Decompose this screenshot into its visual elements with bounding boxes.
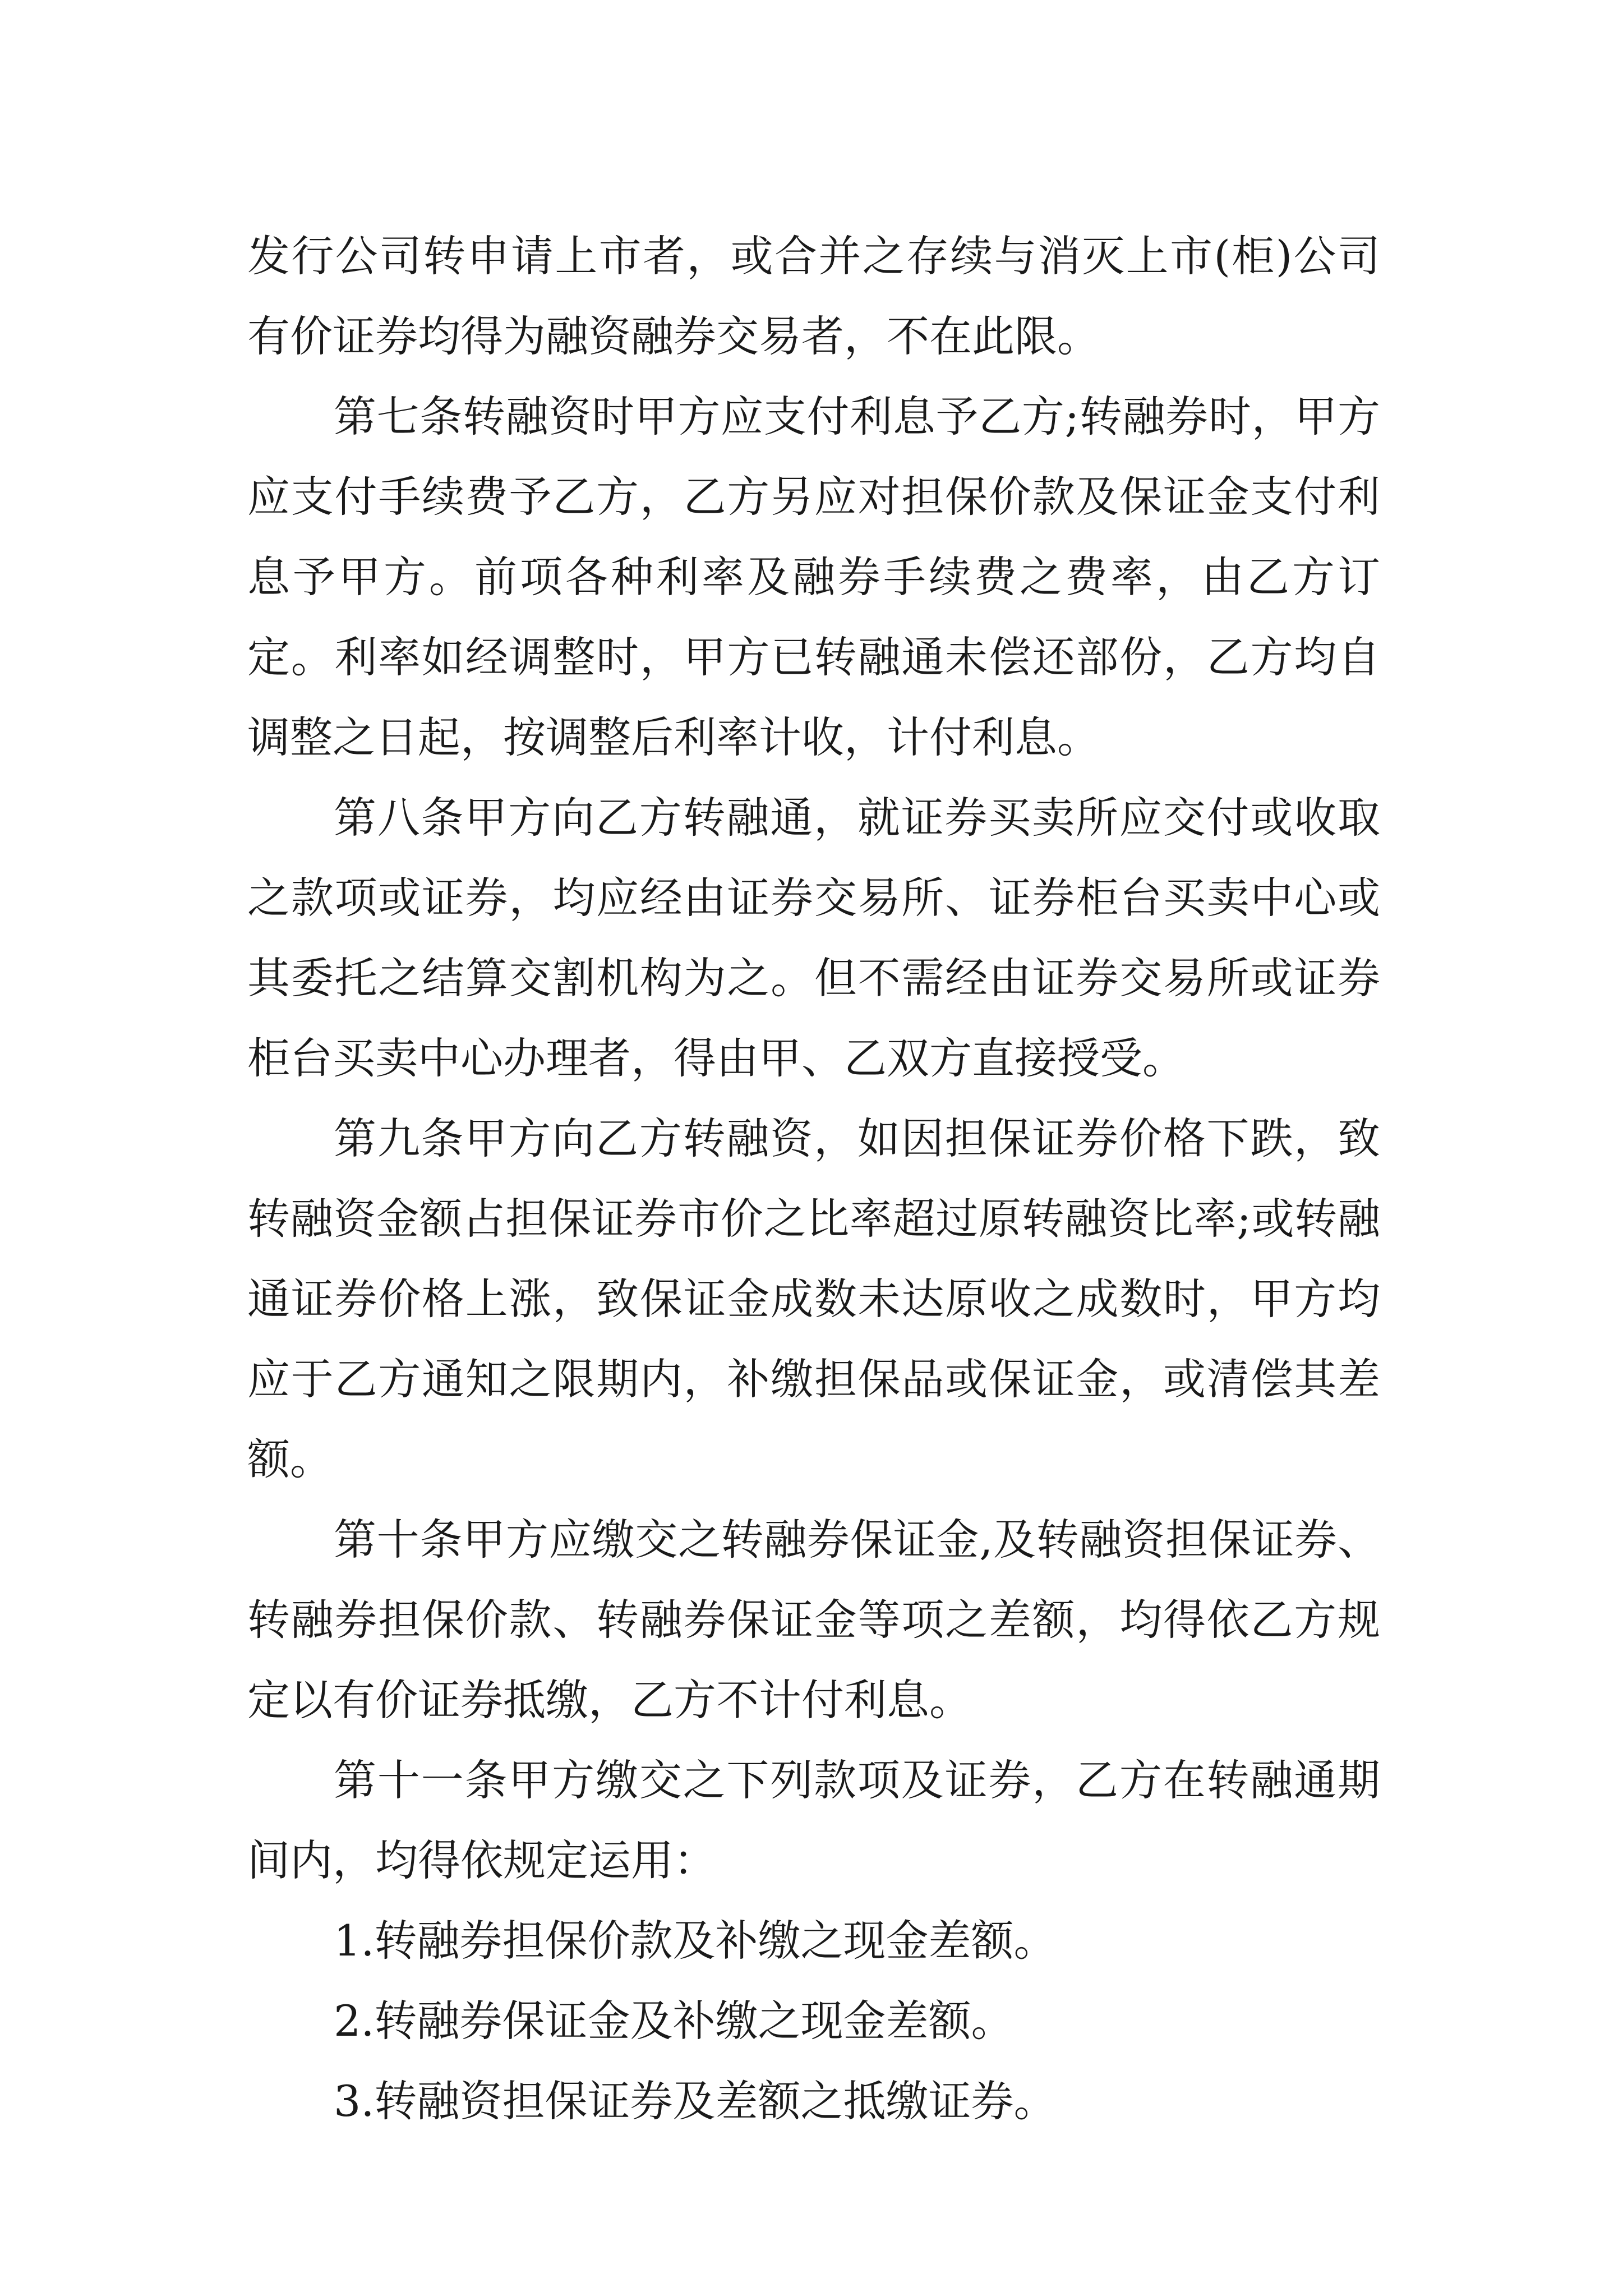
list-item: 2.转融券保证金及补缴之现金差额。 [334,1996,1014,2046]
paragraph-continuation: 发行公司转申请上市者，或合并之存续与消灭上市(柜)公司有价证券均得为融资融券交易者，不在此限。 [247,231,1380,361]
paragraph-article-9: 第九条甲方向乙方转融资，如因担保证券价格下跌，致转融资金额占担保证券市价之比率超过原转融资比率;或转融通证券价格上涨，致保证金成数未达原收之成数时，甲方均应于乙方通知之限期内，补缴担保品或保证金，或清偿其差额。 [247,1114,1380,1484]
paragraph-article-7: 第七条转融资时甲方应支付利息予乙方;转融券时，甲方应支付手续费予乙方，乙方另应对担保价款及保证金支付利息予甲方。前项各种利率及融券手续费之费率，由乙方订定。利率如经调整时，甲方已转融通未偿还部份，乙方均自调整之日起，按调整后利率计收，计付利息。 [247,392,1380,762]
paragraph-article-10: 第十条甲方应缴交之转融券保证金,及转融资担保证券、转融券担保价款、转融券保证金等项之差额，均得依乙方规定以有价证券抵缴，乙方不计付利息。 [247,1515,1380,1725]
paragraph-article-8: 第八条甲方向乙方转融通，就证券买卖所应交付或收取之款项或证券，均应经由证券交易所、证券柜台买卖中心或其委托之结算交割机构为之。但不需经由证券交易所或证券柜台买卖中心办理者，得由甲、乙双方直接授受。 [247,793,1380,1083]
list-item: 3.转融资担保证券及差额之抵缴证券。 [334,2076,1057,2126]
list-item: 1.转融券担保价款及补缴之现金差额。 [334,1916,1057,1966]
paragraph-article-11: 第十一条甲方缴交之下列款项及证券，乙方在转融通期间内，均得依规定运用： [247,1755,1380,1885]
document-body [247,216,1380,2141]
